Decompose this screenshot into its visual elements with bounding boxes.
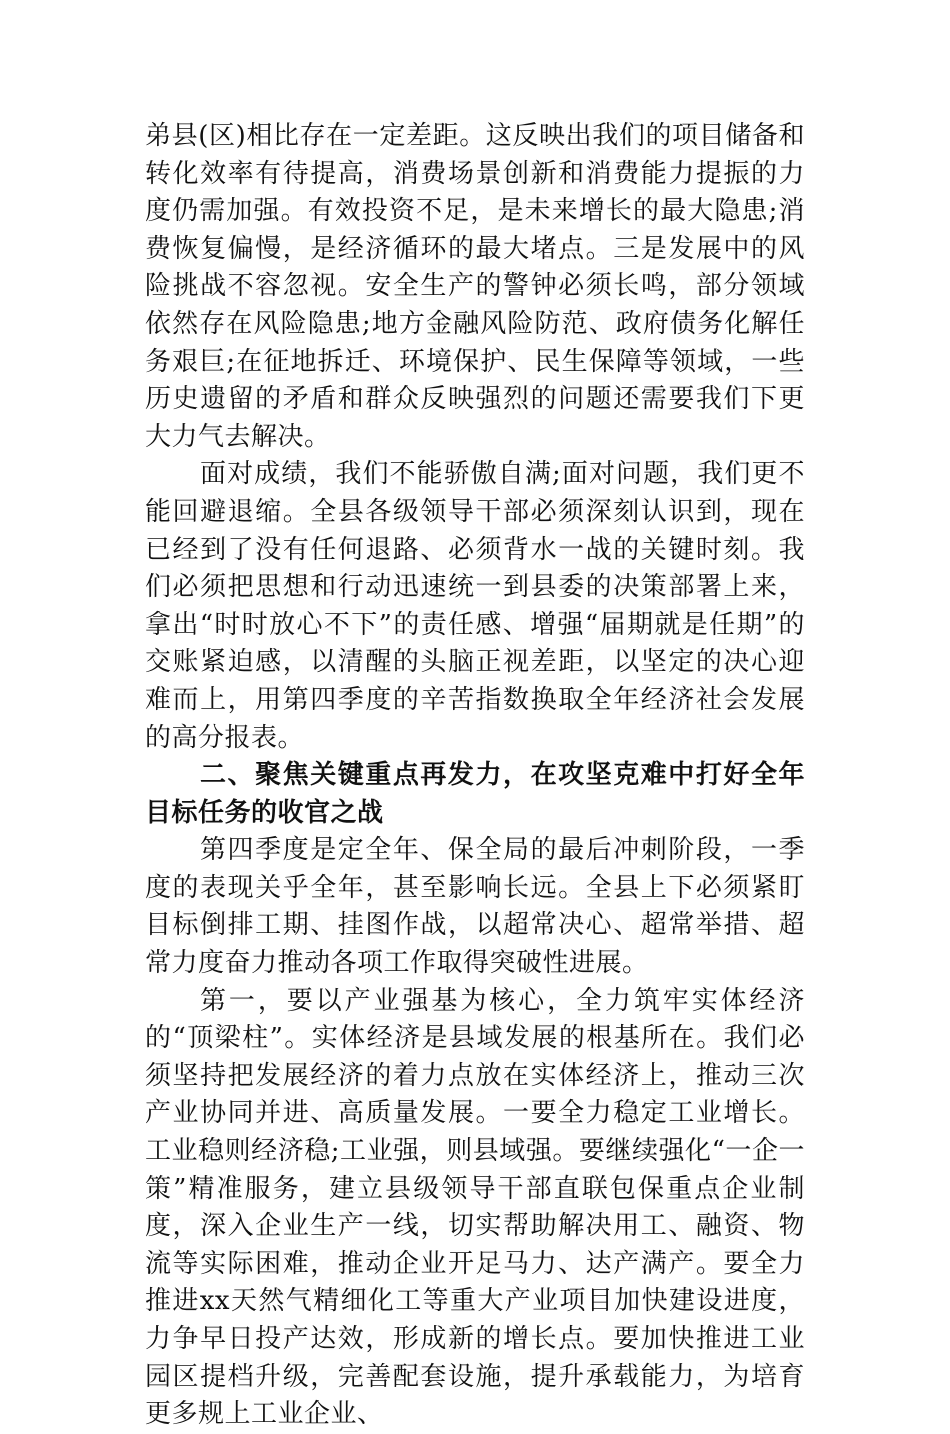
section-heading: 二、聚焦关键重点再发力，在攻坚克难中打好全年目标任务的收官之战 [145,760,805,828]
document-body [145,118,805,1434]
continuation-paragraph: 弟县(区)相比存在一定差距。这反映出我们的项目储备和转化效率有待提高，消费场景创新和消费能力提振的力度仍需加强。有效投资不足，是未来增长的最大隐患;消费恢复偏慢，是经济循环的最大堵点。三是发展中的风险挑战不容忽视。安全生产的警钟必须长鸣，部分领域依然存在风险隐患;地方金融风险防范、政府债务化解任务艰巨;在征地拆迁、环境保护、民生保障等领域，一些历史遗留的矛盾和群众反映强烈的问题还需要我们下更大力气去解决。 [145,121,805,452]
body-paragraph: 面对成绩，我们不能骄傲自满;面对问题，我们更不能回避退缩。全县各级领导干部必须深刻认识到，现在已经到了没有任何退路、必须背水一战的关键时刻。我们必须把思想和行动迅速统一到县委的决策部署上来，拿出“时时放心不下”的责任感、增强“届期就是任期”的交账紧迫感，以清醒的头脑正视差距，以坚定的决心迎难而上，用第四季度的辛苦指数换取全年经济社会发展的高分报表。 [145,459,805,753]
body-paragraph: 第四季度是定全年、保全局的最后冲刺阶段，一季度的表现关乎全年，甚至影响长远。全县上下必须紧盯目标倒排工期、挂图作战，以超常决心、超常举措、超常力度奋力推动各项工作取得突破性进展。 [145,835,805,979]
body-paragraph: 第一，要以产业强基为核心，全力筑牢实体经济的“顶梁柱”。实体经济是县域发展的根基所在。我们必须坚持把发展经济的着力点放在实体经济上，推动三次产业协同并进、高质量发展。一要全力稳定工业增长。工业稳则经济稳;工业强，则县域强。要继续强化“一企一策”精准服务，建立县级领导干部直联包保重点企业制度，深入企业生产一线，切实帮助解决用工、融资、物流等实际困难，推动企业开足马力、达产满产。要全力推进xx天然气精细化工等重大产业项目加快建设进度，力争早日投产达效，形成新的增长点。要加快推进工业园区提档升级，完善配套设施，提升承载能力，为培育更多规上工业企业、 [145,985,805,1430]
